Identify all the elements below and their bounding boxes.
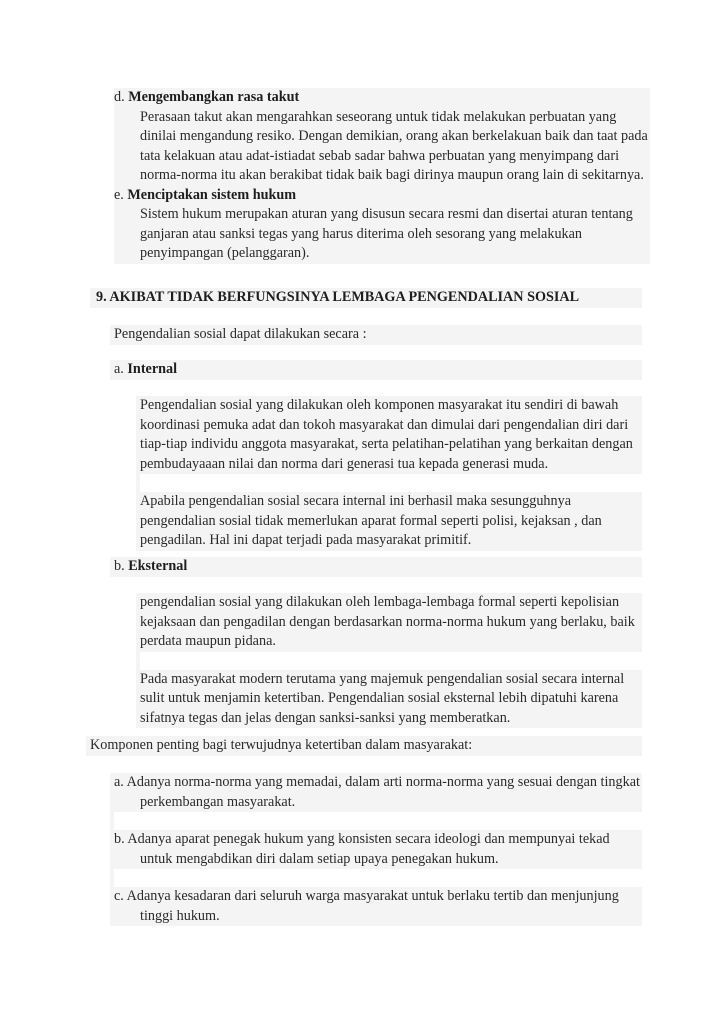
section-d-marker: d. [114,89,125,105]
eksternal-p1: pengendalian sosial yang dilakukan oleh lembaga-lembaga formal seperti kepolisian kejaksaan dan pengadilan dengan berdasarkan norma-norma hukum yang berlaku, baik perdata maupun pidana. [140,594,635,649]
komponen-item-a: a. Adanya norma-norma yang memadai, dalam arti norma-norma yang sesuai dengan tingkat perkembangan masyarakat. [114,774,640,810]
section-e-heading [114,186,650,206]
paragraph-gap [140,474,642,492]
komponen-title: Komponen penting bagi terwujudnya ketertiban dalam masyarakat: [90,737,473,753]
item-gap [114,812,642,830]
komponen-list [110,773,642,926]
internal-heading: a. Internal [114,361,178,377]
section-e-title: Menciptakan sistem hukum [127,186,297,203]
section-e-text: Sistem hukum merupakan aturan yang disusun secara resmi dan disertai aturan tentang ganjaran atau sanksi tegas yang harus diterima oleh sesorang yang melakukan penyimpangan (pelanggaran). [140,206,633,261]
heading-9-block [90,288,642,308]
paragraph-gap [140,652,642,670]
heading-9: 9. AKIBAT TIDAK BERFUNGSINYA LEMBAGA PENGENDALIAN SOSIAL [96,289,580,305]
item-gap [114,869,642,887]
intro-block [110,325,642,345]
internal-body [136,396,642,551]
internal-p2: Apabila pengendalian sosial secara internal ini berhasil maka sesungguhnya pengendalian sosial tidak memerlukan aparat formal seperti polisi, kejaksan , dan pengadilan. Hal ini dapat terjadi pada masyarakat primitif. [140,493,602,548]
eksternal-p2: Pada masyarakat modern terutama yang majemuk pengendalian sosial secara internal sulit untuk menjamin ketertiban. Pengendalian sosial eksternal lebih dipatuhi karena sifatnya tegas dan jelas dengan sanksi-sanksi yang memberatkan. [140,670,625,726]
eksternal-heading: b. Eksternal [114,558,188,574]
komponen-title-block [86,736,642,756]
section-e-marker: e. [114,186,124,203]
section-d-heading [114,88,650,108]
komponen-item-c: c. Adanya kesadaran dari seluruh warga masyarakat untuk berlaku tertib dan menjunjung tinggi hukum. [114,888,619,924]
komponen-item-b: b. Adanya aparat penegak hukum yang konsisten secara ideologi dan mempunyai tekad untuk mengabdikan diri dalam setiap upaya penegakan hukum. [114,831,610,867]
intro-text: Pengendalian sosial dapat dilakukan secara : [114,326,367,342]
eksternal-heading-block [110,557,642,577]
section-d-title: Mengembangkan rasa takut [128,89,300,105]
eksternal-body [136,593,642,728]
section-d-text: Perasaan takut akan mengarahkan seseorang untuk tidak melakukan perbuatan yang dinilai mengandung resiko. Dengan demikian, orang akan berkelakuan baik dan taat pada tata kelakuan atau adat-istiadat sebab sadar bahwa perbuatan yang menyimpang dari norma-norma itu akan berakibat tidak baik bagi dirinya maupun orang lain di sekitarnya. [140,108,648,183]
internal-p1: Pengendalian sosial yang dilakukan oleh komponen masyarakat itu sendiri di bawah koordinasi pemuka adat dan tokoh masyarakat dan dimulai dari pengendalian diri dari tiap-tiap individu anggota masyarakat, serta pelatihan-pelatihan yang berkaitan dengan pembudayaaan nilai dan norma dari generasi tua kepada generasi muda. [140,397,633,472]
internal-heading-block [110,360,642,380]
sections-d-e [114,88,650,264]
